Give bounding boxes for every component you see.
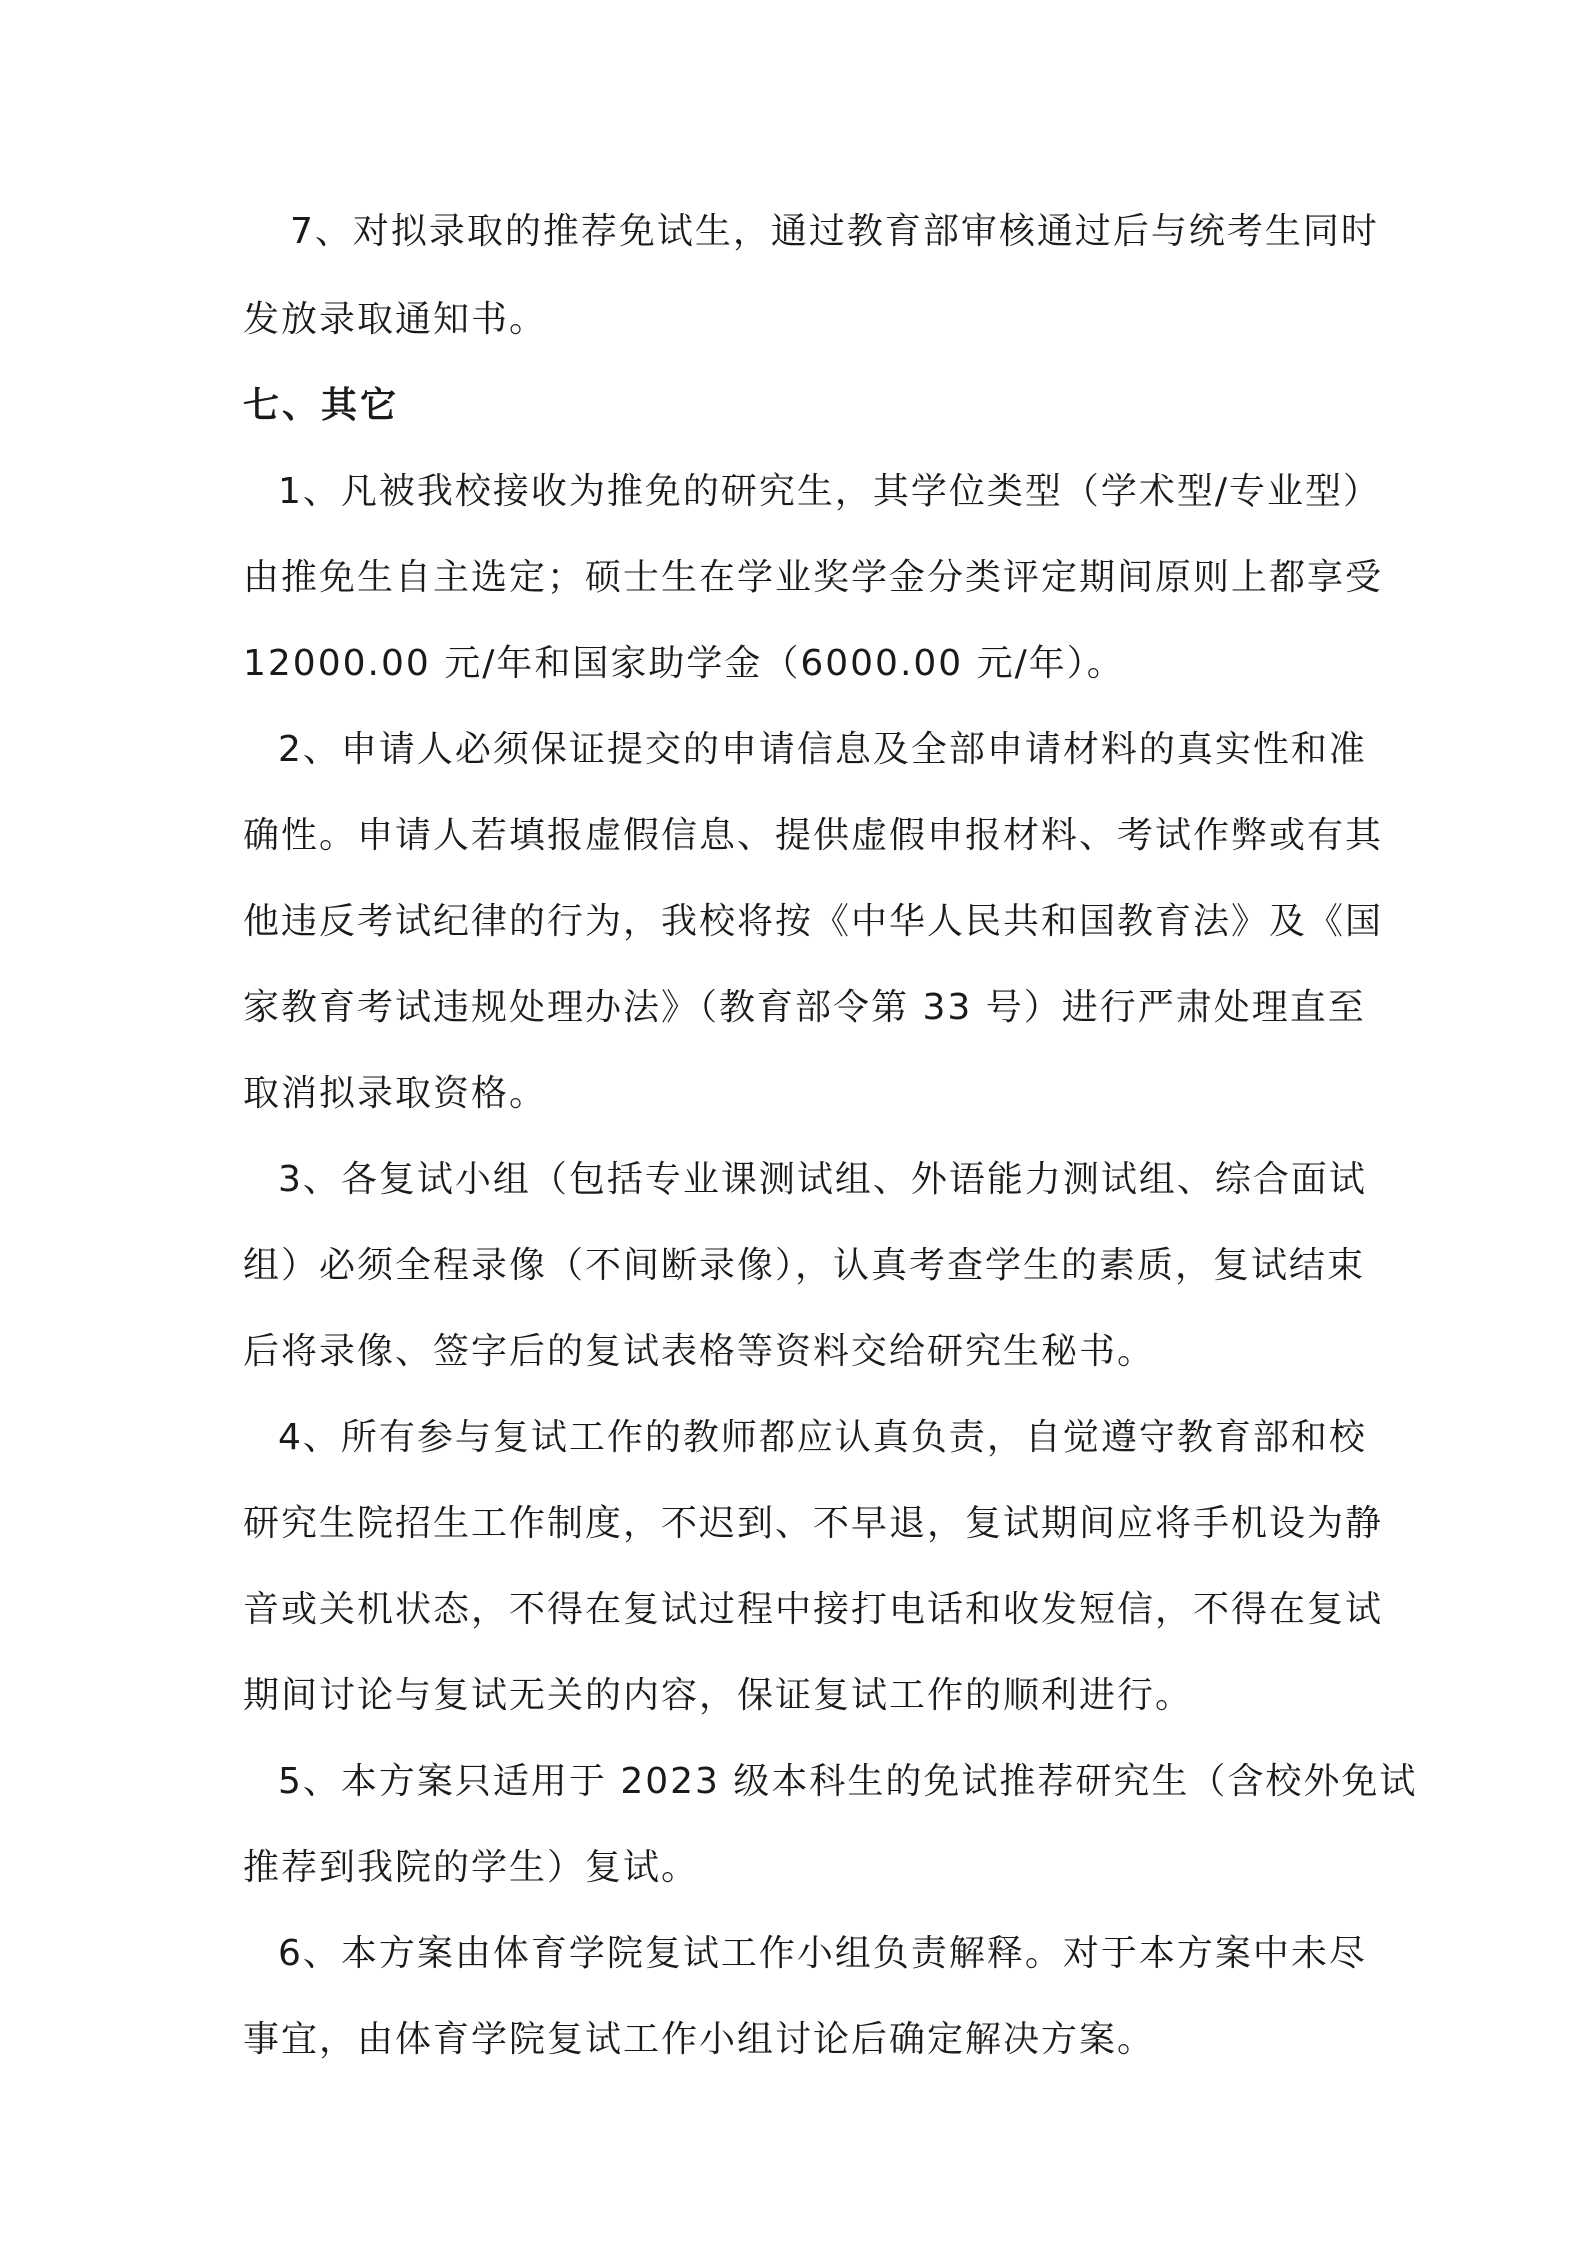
item-6-line-2: 事宜，由体育学院复试工作小组讨论后确定解决方案。 — [243, 2019, 1156, 2060]
item-4-line-3: 音或关机状态，不得在复试过程中接打电话和收发短信，不得在复试 — [243, 1589, 1384, 1630]
item-6-line-1: 6、本方案由体育学院复试工作小组负责解释。对于本方案中未尽 — [278, 1933, 1367, 1974]
item-3-line-3: 后将录像、签字后的复试表格等资料交给研究生秘书。 — [243, 1331, 1156, 1372]
item-2-line-1: 2、申请人必须保证提交的申请信息及全部申请材料的真实性和准 — [278, 729, 1367, 770]
item-3-line-2: 组）必须全程录像（不间断录像），认真考查学生的素质，复试结束 — [243, 1245, 1366, 1286]
item-2-line-5: 取消拟录取资格。 — [243, 1073, 548, 1114]
item-2-line-4: 家教育考试违规处理办法》（教育部令第 33 号）进行严肃处理直至 — [243, 987, 1366, 1028]
item-2-line-3: 他违反考试纪律的行为，我校将按《中华人民共和国教育法》及《国 — [243, 901, 1384, 942]
item-4-line-2: 研究生院招生工作制度，不迟到、不早退，复试期间应将手机设为静 — [243, 1503, 1384, 1544]
section-heading-other: 七、其它 — [243, 385, 400, 426]
item-5-line-1: 5、本方案只适用于 2023 级本科生的免试推荐研究生（含校外免试 — [278, 1761, 1418, 1802]
item-5-line-2: 推荐到我院的学生）复试。 — [243, 1847, 700, 1888]
item-4-line-4: 期间讨论与复试无关的内容，保证复试工作的顺利进行。 — [243, 1675, 1194, 1716]
item-1-line-2: 由推免生自主选定；硕士生在学业奖学金分类评定期间原则上都享受 — [243, 557, 1384, 598]
item-3-line-1: 3、各复试小组（包括专业课测试组、外语能力测试组、综合面试 — [278, 1159, 1367, 1200]
item-2-line-2: 确性。申请人若填报虚假信息、提供虚假申报材料、考试作弊或有其 — [243, 815, 1384, 856]
item-1-line-3: 12000.00 元/年和国家助学金（6000.00 元/年）。 — [243, 643, 1125, 684]
paragraph-7-line-2: 发放录取通知书。 — [243, 299, 548, 340]
item-4-line-1: 4、所有参与复试工作的教师都应认真负责，自觉遵守教育部和校 — [278, 1417, 1367, 1458]
paragraph-7-line-1: 7、对拟录取的推荐免试生，通过教育部审核通过后与统考生同时 — [290, 211, 1379, 252]
item-1-line-1: 1、凡被我校接收为推免的研究生，其学位类型（学术型/专业型） — [278, 471, 1382, 512]
